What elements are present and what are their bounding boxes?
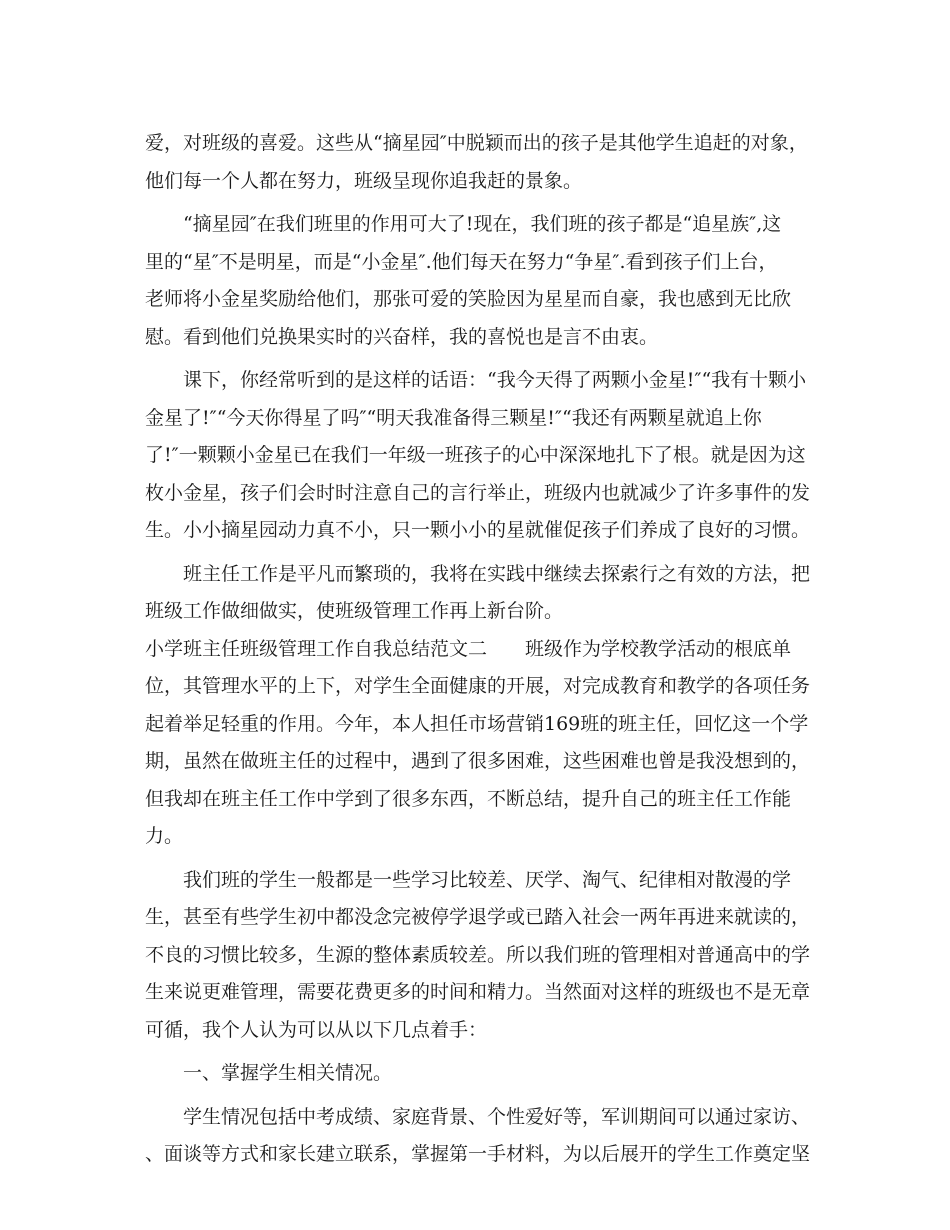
text-line: 力。 (145, 825, 184, 847)
text-line: 课下，你经常听到的是这样的话语：“我今天得了两颗小金星!″“我有十颗小 (183, 369, 807, 391)
text-line: 他们每一个人都在努力，班级呈现你追我赶的景象。 (145, 169, 583, 192)
text-line: 起着举足轻重的作用。今年，本人担任市场营销169班的班主任，回忆这一个学 (145, 712, 809, 735)
text-line: 枚小金星，孩子们会时时注意自己的言行举止，班级内也就减少了许多事件的发 (145, 481, 811, 504)
text-line: 爱，对班级的喜爱。这些从“摘星园″中脱颖而出的孩子是其他学生追赶的对象， (145, 132, 808, 154)
document-body (145, 125, 815, 1174)
text-line: 、面谈等方式和家长建立联系，掌握第一手材料，为以后展开的学生工作奠定坚 (145, 1143, 811, 1165)
text-line: 学生情况包括中考成绩、家庭背景、个性爱好等，军训期间可以通过家访、 (183, 1105, 811, 1128)
text-line: “摘星园″在我们班里的作用可大了!现在，我们班的孩子都是“追星族″,这 (183, 213, 782, 235)
text-line: 可循，我个人认为可以从以下几点着手： (145, 1018, 488, 1041)
text-line: 生来说更难管理，需要花费更多的时间和精力。当然面对这样的班级也不是无章 (145, 981, 811, 1003)
section-heading: 一、掌握学生相关情况。 (183, 1062, 393, 1084)
text-line: 生，甚至有些学生初中都没念完被停学退学或已踏入社会一两年再进来就读的， (145, 906, 811, 928)
text-line: 我们班的学生一般都是一些学习比较差、厌学、淘气、纪律相对散漫的学 (183, 868, 792, 891)
text-line: 生。小小摘星园动力真不小，只一颗小小的星就催促孩子们养成了良好的习惯。 (145, 519, 811, 541)
text-line: 金星了!″“今天你得星了吗″“明天我准备得三颗星!″“我还有两颗星就追上你 (145, 406, 762, 429)
text-line: 了!″一颗颗小金星已在我们一年级一班孩子的心中深深地扎下了根。就是因为这 (145, 444, 806, 466)
text-line: 但我却在班主任工作中学到了很多东西，不断总结，提升自己的班主任工作能 (145, 787, 792, 810)
text-line: 班主任工作是平凡而繁琐的，我将在实践中继续去探索行之有效的方法，把 (183, 562, 811, 585)
text-line: 班级工作做细做实，使班级管理工作再上新台阶。 (145, 600, 564, 622)
text-line: 不良的习惯比较多，生源的整体素质较差。所以我们班的管理相对普通高中的学 (145, 943, 811, 966)
text-line: 期，虽然在做班主任的过程中，遇到了很多困难，这些困难也曾是我没想到的， (145, 750, 811, 772)
text-line: 位，其管理水平的上下，对学生全面健康的开展，对完成教育和教学的各项任务 (145, 675, 811, 697)
text-line: 老师将小金星奖励给他们，那张可爱的笑脸因为星星而自豪，我也感到无比欣 (145, 288, 792, 310)
text-line: 里的“星″不是明星，而是“小金星″.他们每天在努力“争星″.看到孩子们上台， (145, 250, 778, 273)
text-line: 小学班主任班级管理工作自我总结范文二 班级作为学校教学活动的根底单 (145, 637, 792, 660)
text-line: 慰。看到他们兑换果实时的兴奋样，我的喜悦也是言不由衷。 (145, 325, 659, 348)
